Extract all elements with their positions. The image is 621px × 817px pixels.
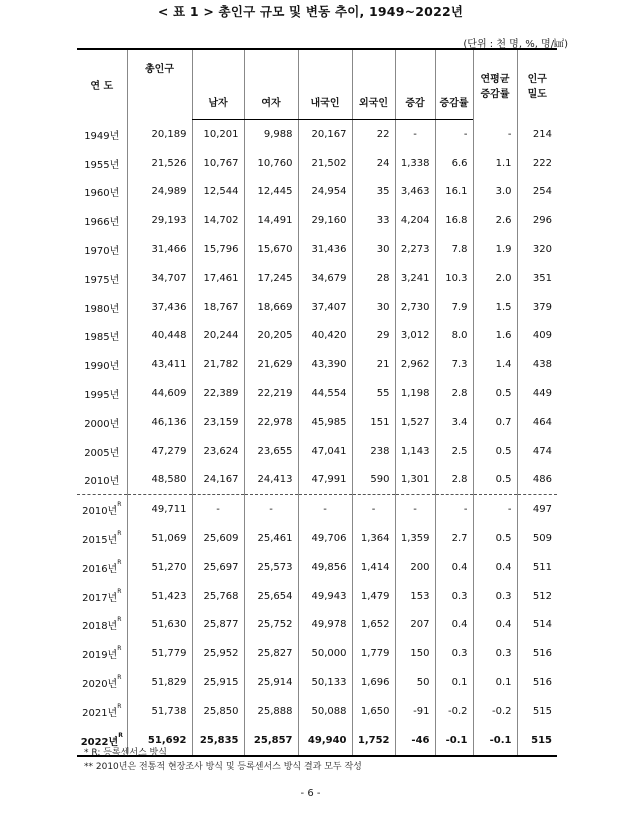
year-text: 2005년 [84,447,120,459]
cell-male: 20,244 [192,322,244,351]
cell-year [77,437,127,466]
header-female: 여자 [244,84,298,120]
cell-density: 464 [517,408,557,437]
cell-foreign: 28 [352,264,395,293]
header-spacer [298,49,352,84]
cell-total: 51,069 [127,524,192,553]
cell-rate: 6.6 [435,149,473,178]
cell-total: 51,829 [127,668,192,697]
cell-male: 14,702 [192,206,244,235]
cell-rate: 3.4 [435,408,473,437]
register-census-mark: R [118,731,123,739]
cell-total: 43,411 [127,350,192,379]
cell-annual: -0.1 [473,726,517,756]
table-row [77,120,557,149]
cell-male: 25,850 [192,697,244,726]
cell-total: 44,609 [127,379,192,408]
cell-total: 21,526 [127,149,192,178]
cell-change: 3,241 [395,264,435,293]
header-total: 총인구 [127,49,192,120]
table-row [77,178,557,207]
header-spacer [435,49,473,84]
table-row [77,697,557,726]
cell-foreign: 35 [352,178,395,207]
header-year: 연 도 [77,49,127,120]
cell-density: 515 [517,697,557,726]
cell-female: 22,219 [244,379,298,408]
cell-annual: 2.6 [473,206,517,235]
cell-male: 18,767 [192,293,244,322]
cell-native: 29,160 [298,206,352,235]
cell-year [77,350,127,379]
cell-male: 12,544 [192,178,244,207]
register-census-mark: R [117,530,122,538]
header-annual-rate-line1: 연평균 [480,73,510,85]
year-text: 2022년 [80,736,119,748]
cell-male: 23,624 [192,437,244,466]
table-row [77,149,557,178]
cell-female: 25,752 [244,611,298,640]
cell-foreign: 1,650 [352,697,395,726]
cell-male: 25,877 [192,611,244,640]
year-text: 2017년 [82,592,118,604]
table-row [77,524,557,553]
cell-change: 2,730 [395,293,435,322]
cell-rate: -0.1 [435,726,473,756]
cell-rate: 0.4 [435,611,473,640]
cell-change: 150 [395,639,435,668]
register-census-mark: R [117,501,122,509]
cell-female: 25,827 [244,639,298,668]
header-density [517,49,557,120]
cell-male: 21,782 [192,350,244,379]
cell-foreign: - [352,495,395,524]
table-row [77,235,557,264]
cell-male: 25,768 [192,582,244,611]
cell-rate: - [435,495,473,524]
cell-female: 21,629 [244,350,298,379]
cell-total: 51,738 [127,697,192,726]
header-annual-rate [473,49,517,120]
year-text: 1995년 [84,390,120,402]
cell-native: 47,041 [298,437,352,466]
table-row [77,264,557,293]
year-text: 2010년 [82,506,118,518]
header-native: 내국인 [298,84,352,120]
cell-density: 296 [517,206,557,235]
cell-total: 49,711 [127,495,192,524]
cell-female: 25,857 [244,726,298,756]
cell-density: 516 [517,668,557,697]
cell-native: 49,706 [298,524,352,553]
cell-male: 17,461 [192,264,244,293]
header-spacer [395,49,435,84]
cell-rate: - [435,120,473,149]
header-density-line1: 인구 [527,73,547,85]
register-census-mark: R [117,616,122,624]
page-number: - 6 - [300,788,321,799]
year-text: 2021년 [82,707,118,719]
cell-female: 25,888 [244,697,298,726]
cell-change: 1,359 [395,524,435,553]
cell-density: 222 [517,149,557,178]
table-row [77,293,557,322]
cell-annual: 0.1 [473,668,517,697]
cell-year [77,379,127,408]
cell-total: 24,989 [127,178,192,207]
cell-native: 47,991 [298,466,352,495]
cell-foreign: 24 [352,149,395,178]
cell-density: 438 [517,350,557,379]
cell-density: 254 [517,178,557,207]
cell-annual: 0.5 [473,437,517,466]
cell-density: 497 [517,495,557,524]
cell-change: 4,204 [395,206,435,235]
year-text: 2010년 [84,476,120,488]
year-text: 1975년 [84,274,120,286]
cell-native: - [298,495,352,524]
cell-annual: - [473,120,517,149]
year-text: 2016년 [82,563,118,575]
cell-female: 10,760 [244,149,298,178]
cell-annual: 1.4 [473,350,517,379]
table-row [77,611,557,640]
cell-annual: 0.7 [473,408,517,437]
cell-foreign: 22 [352,120,395,149]
cell-female: 20,205 [244,322,298,351]
cell-total: 47,279 [127,437,192,466]
header-rate: 증감률 [435,84,473,120]
cell-year [77,611,127,640]
register-census-mark: R [117,558,122,566]
cell-female: 24,413 [244,466,298,495]
year-text: 1949년 [84,130,120,142]
cell-annual: 1.9 [473,235,517,264]
cell-native: 50,088 [298,697,352,726]
cell-native: 37,407 [298,293,352,322]
cell-rate: 0.4 [435,553,473,582]
cell-year [77,120,127,149]
cell-male: 10,201 [192,120,244,149]
cell-year [77,495,127,524]
cell-year [77,408,127,437]
cell-female: 23,655 [244,437,298,466]
cell-foreign: 1,364 [352,524,395,553]
cell-female: 9,988 [244,120,298,149]
cell-change: 3,012 [395,322,435,351]
cell-male: 25,835 [192,726,244,756]
cell-rate: 2.7 [435,524,473,553]
cell-change: 3,463 [395,178,435,207]
cell-rate: 0.1 [435,668,473,697]
cell-density: 515 [517,726,557,756]
cell-total: 20,189 [127,120,192,149]
cell-male: 25,915 [192,668,244,697]
cell-change: 50 [395,668,435,697]
header-change: 증감 [395,84,435,120]
table-row [77,495,557,524]
table-row [77,668,557,697]
cell-female: 17,245 [244,264,298,293]
cell-native: 50,133 [298,668,352,697]
cell-native: 20,167 [298,120,352,149]
cell-native: 49,856 [298,553,352,582]
cell-change: -46 [395,726,435,756]
cell-annual: 0.5 [473,379,517,408]
table-row [77,437,557,466]
cell-foreign: 151 [352,408,395,437]
cell-native: 49,978 [298,611,352,640]
footnotes [84,746,362,774]
cell-native: 44,554 [298,379,352,408]
cell-total: 51,423 [127,582,192,611]
cell-year [77,235,127,264]
cell-native: 43,390 [298,350,352,379]
cell-native: 45,985 [298,408,352,437]
table-row [77,206,557,235]
cell-rate: -0.2 [435,697,473,726]
cell-male: 25,697 [192,553,244,582]
cell-density: 514 [517,611,557,640]
cell-year [77,466,127,495]
table-title: < 표 1 > 총인구 규모 및 변동 추이, 1949~2022년 [157,4,464,19]
cell-total: 40,448 [127,322,192,351]
cell-foreign: 1,752 [352,726,395,756]
cell-total: 37,436 [127,293,192,322]
cell-annual: 1.1 [473,149,517,178]
cell-rate: 2.5 [435,437,473,466]
cell-foreign: 21 [352,350,395,379]
cell-total: 29,193 [127,206,192,235]
cell-rate: 16.1 [435,178,473,207]
cell-native: 24,954 [298,178,352,207]
table-row [77,379,557,408]
cell-rate: 10.3 [435,264,473,293]
header-foreign: 외국인 [352,84,395,120]
cell-change: 1,301 [395,466,435,495]
cell-year [77,322,127,351]
cell-change: 207 [395,611,435,640]
cell-density: 474 [517,437,557,466]
cell-annual: 3.0 [473,178,517,207]
cell-change: 1,143 [395,437,435,466]
cell-male: 24,167 [192,466,244,495]
cell-annual: 2.0 [473,264,517,293]
cell-rate: 0.3 [435,639,473,668]
cell-native: 49,943 [298,582,352,611]
cell-annual: - [473,495,517,524]
unit-label: (단위 : 천 명, %, 명/㎢) [463,39,568,50]
cell-foreign: 1,652 [352,611,395,640]
cell-year [77,293,127,322]
register-census-mark: R [117,702,122,710]
cell-year [77,582,127,611]
cell-total: 31,466 [127,235,192,264]
header-spacer [192,49,244,84]
cell-native: 34,679 [298,264,352,293]
header-spacer [352,49,395,84]
cell-female: 14,491 [244,206,298,235]
year-text: 2018년 [82,621,118,633]
cell-female: 25,461 [244,524,298,553]
population-table [77,48,557,757]
cell-density: 409 [517,322,557,351]
year-text: 2020년 [82,679,118,691]
cell-total: 51,630 [127,611,192,640]
cell-female: 12,445 [244,178,298,207]
cell-annual: 0.5 [473,524,517,553]
cell-year [77,668,127,697]
cell-female: 22,978 [244,408,298,437]
cell-annual: -0.2 [473,697,517,726]
cell-foreign: 30 [352,235,395,264]
cell-native: 21,502 [298,149,352,178]
header-male: 남자 [192,84,244,120]
cell-year [77,697,127,726]
cell-annual: 0.3 [473,639,517,668]
register-census-mark: R [117,645,122,653]
cell-rate: 7.9 [435,293,473,322]
cell-foreign: 33 [352,206,395,235]
cell-female: 15,670 [244,235,298,264]
cell-density: 449 [517,379,557,408]
header-annual-rate-line2: 증감률 [480,88,510,100]
year-text: 1955년 [84,159,120,171]
cell-density: 214 [517,120,557,149]
cell-year [77,149,127,178]
cell-male: 23,159 [192,408,244,437]
cell-annual: 1.5 [473,293,517,322]
year-text: 1990년 [84,361,120,373]
register-census-mark: R [117,587,122,595]
year-text: 1966년 [84,217,120,229]
cell-foreign: 55 [352,379,395,408]
cell-change: 153 [395,582,435,611]
cell-native: 49,940 [298,726,352,756]
cell-annual: 0.5 [473,466,517,495]
cell-rate: 8.0 [435,322,473,351]
cell-male: 10,767 [192,149,244,178]
cell-female: 25,914 [244,668,298,697]
cell-rate: 0.3 [435,582,473,611]
cell-native: 40,420 [298,322,352,351]
cell-total: 51,779 [127,639,192,668]
cell-female: 25,654 [244,582,298,611]
year-text: 1960년 [84,188,120,200]
cell-year [77,524,127,553]
table-row [77,639,557,668]
cell-foreign: 30 [352,293,395,322]
footnote-2: ** 2010년은 전통적 현장조사 방식 및 등록센서스 방식 결과 모두 작성 [84,762,362,772]
cell-foreign: 1,696 [352,668,395,697]
cell-foreign: 1,414 [352,553,395,582]
cell-density: 320 [517,235,557,264]
cell-native: 50,000 [298,639,352,668]
cell-annual: 0.3 [473,582,517,611]
table-row [77,350,557,379]
cell-density: 486 [517,466,557,495]
cell-foreign: 1,479 [352,582,395,611]
cell-native: 31,436 [298,235,352,264]
cell-male: 25,952 [192,639,244,668]
register-census-mark: R [117,674,122,682]
table-row [77,553,557,582]
cell-male: 22,389 [192,379,244,408]
cell-male: 25,609 [192,524,244,553]
cell-change: 1,527 [395,408,435,437]
cell-total: 51,270 [127,553,192,582]
cell-female: 18,669 [244,293,298,322]
cell-rate: 7.8 [435,235,473,264]
cell-foreign: 590 [352,466,395,495]
cell-foreign: 1,779 [352,639,395,668]
cell-change: 2,962 [395,350,435,379]
cell-density: 512 [517,582,557,611]
cell-change: 200 [395,553,435,582]
cell-change: - [395,495,435,524]
cell-annual: 0.4 [473,611,517,640]
cell-change: 1,338 [395,149,435,178]
cell-total: 48,580 [127,466,192,495]
cell-total: 46,136 [127,408,192,437]
cell-density: 379 [517,293,557,322]
cell-year [77,264,127,293]
cell-change: 2,273 [395,235,435,264]
year-text: 2019년 [82,650,118,662]
cell-rate: 2.8 [435,379,473,408]
cell-male: - [192,495,244,524]
header-spacer [244,49,298,84]
cell-annual: 0.4 [473,553,517,582]
year-text: 2000년 [84,418,120,430]
cell-year [77,206,127,235]
cell-male: 15,796 [192,235,244,264]
cell-foreign: 238 [352,437,395,466]
cell-density: 511 [517,553,557,582]
cell-year [77,178,127,207]
header-density-line2: 밀도 [527,88,547,100]
cell-density: 351 [517,264,557,293]
footnote-1: * R: 등록센서스 방식 [84,748,167,758]
cell-change: -91 [395,697,435,726]
cell-year [77,639,127,668]
cell-change: 1,198 [395,379,435,408]
cell-rate: 16.8 [435,206,473,235]
year-text: 1970년 [84,246,120,258]
cell-annual: 1.6 [473,322,517,351]
cell-density: 516 [517,639,557,668]
table-row [77,582,557,611]
cell-rate: 2.8 [435,466,473,495]
cell-female: 25,573 [244,553,298,582]
year-text: 1985년 [84,332,120,344]
year-text: 1980년 [84,303,120,315]
cell-change: - [395,120,435,149]
cell-female: - [244,495,298,524]
cell-total: 51,692 [127,726,192,756]
table-row [77,466,557,495]
cell-year [77,553,127,582]
cell-total: 34,707 [127,264,192,293]
table-row [77,322,557,351]
table-body [77,120,557,756]
year-text: 2015년 [82,535,118,547]
cell-foreign: 29 [352,322,395,351]
table-row [77,408,557,437]
cell-rate: 7.3 [435,350,473,379]
cell-density: 509 [517,524,557,553]
